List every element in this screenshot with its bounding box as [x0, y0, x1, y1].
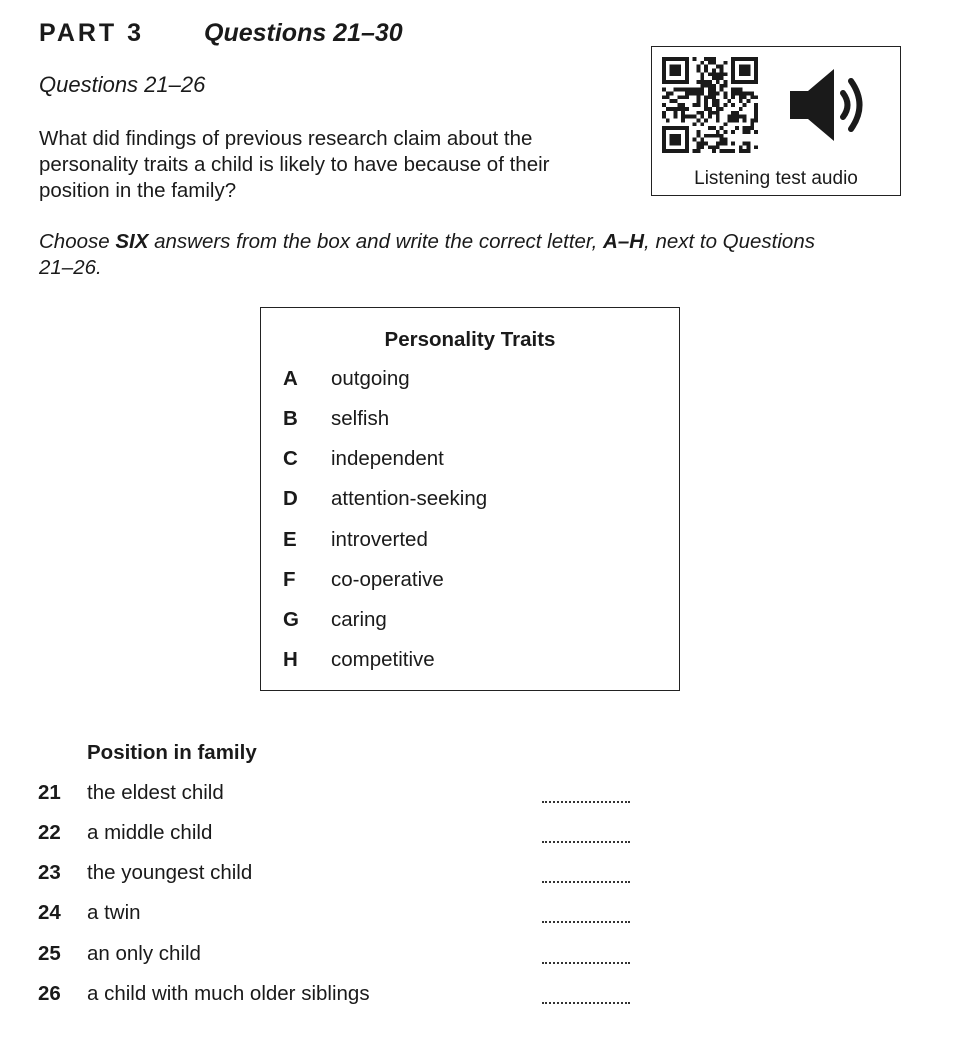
audio-caption: Listening test audio	[694, 168, 858, 189]
trait-text: independent	[331, 447, 444, 470]
traits-title: Personality Traits	[384, 328, 556, 351]
trait-text: competitive	[331, 648, 435, 671]
trait-text: attention-seeking	[331, 487, 488, 510]
question-text: the eldest child	[87, 781, 224, 804]
question-text: a middle child	[87, 821, 213, 844]
instruction-count: SIX	[115, 230, 149, 253]
question-text: the youngest child	[87, 861, 253, 884]
section-title: Questions 21–26	[39, 72, 206, 97]
trait-text: co-operative	[331, 568, 444, 591]
trait-letter: H	[283, 648, 298, 671]
trait-text: outgoing	[331, 367, 410, 390]
part-label: PART 3	[39, 19, 145, 47]
answer-blank[interactable]	[542, 801, 630, 803]
trait-letter: D	[283, 487, 298, 510]
traits-box	[260, 307, 680, 691]
question-number: 25	[38, 942, 61, 965]
question-number: 23	[38, 861, 61, 884]
trait-letter: G	[283, 608, 299, 631]
instruction-pre: Choose	[39, 230, 116, 253]
question-number: 26	[38, 982, 61, 1005]
question-number: 21	[38, 781, 61, 804]
question-row	[0, 861, 954, 891]
answer-blank[interactable]	[542, 841, 630, 843]
qr-code-icon[interactable]	[662, 57, 758, 153]
trait-letter: B	[283, 407, 298, 430]
trait-text: introverted	[331, 528, 428, 551]
instruction	[39, 229, 819, 281]
instruction-mid: answers from the box and write the correct letter,	[148, 230, 604, 253]
answer-blank[interactable]	[542, 921, 630, 923]
trait-text: selfish	[331, 407, 390, 430]
part-question-range: Questions 21–30	[204, 19, 403, 47]
question-text: a twin	[87, 901, 141, 924]
question-row	[0, 821, 954, 851]
answer-blank[interactable]	[542, 962, 630, 964]
trait-letter: C	[283, 447, 298, 470]
answer-blank[interactable]	[542, 1002, 630, 1004]
trait-letter: F	[283, 568, 296, 591]
question-number: 24	[38, 901, 61, 924]
instruction-post: , next to Questions 21–26.	[39, 230, 815, 279]
question-row	[0, 942, 954, 972]
question-row	[0, 781, 954, 811]
speaker-icon[interactable]	[788, 67, 870, 143]
trait-text: caring	[331, 608, 387, 631]
instruction-letters: A–H	[603, 230, 645, 253]
answer-blank[interactable]	[542, 881, 630, 883]
audio-box[interactable]	[651, 46, 901, 196]
question-row	[0, 982, 954, 1012]
position-heading: Position in family	[87, 741, 257, 764]
question-text: an only child	[87, 942, 201, 965]
question-text: a child with much older siblings	[87, 982, 370, 1005]
question-number: 22	[38, 821, 61, 844]
trait-letter: E	[283, 528, 297, 551]
question-row	[0, 901, 954, 931]
question-prompt: What did findings of previous research claim about the personality traits a child is likely to have because of their position in the family?	[39, 127, 550, 202]
trait-letter: A	[283, 367, 298, 390]
